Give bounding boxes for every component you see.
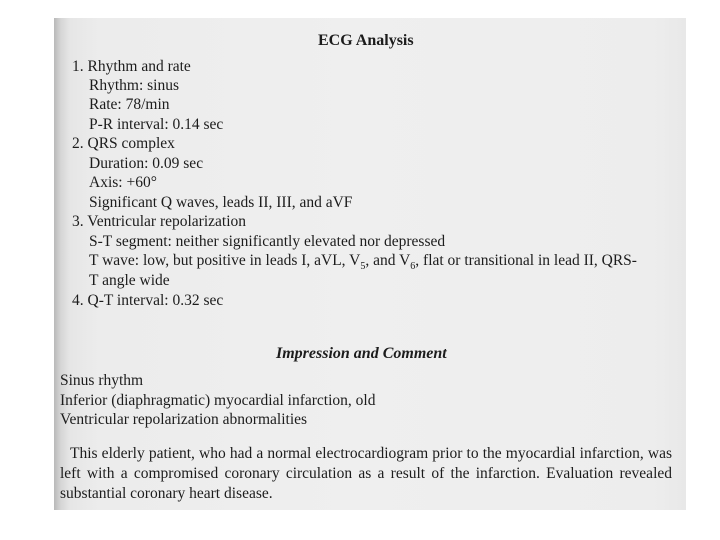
comment-text: This elderly patient, who had a normal electrocardiogram prior to the myocardial infarction, was left with a compromised coronary circulation as a result of the infarction. Evaluation revealed substantial coronary heart disease. <box>60 445 672 502</box>
st-segment-text: S-T segment: neither significantly elevated nor depressed <box>89 233 446 250</box>
v5-subscript: 5 <box>360 261 366 273</box>
qrs-duration-value: Duration: 0.09 sec <box>89 155 204 172</box>
v6-subscript: 6 <box>410 261 416 273</box>
section-qrs-heading: 2. QRS complex <box>72 135 175 152</box>
t-wave-text-part-1: T wave: low, but positive in leads I, aVL, V <box>89 252 361 269</box>
section-qt-heading: 4. Q-T interval: 0.32 sec <box>72 292 224 309</box>
t-wave-text-continuation: T angle wide <box>89 272 170 289</box>
page-title: ECG Analysis <box>318 32 414 49</box>
impression-title: Impression and Comment <box>276 345 447 362</box>
rate-value: Rate: 78/min <box>89 96 170 113</box>
q-waves-text: Significant Q waves, leads II, III, and aVF <box>89 194 353 211</box>
section-repolarization-heading: 3. Ventricular repolarization <box>72 213 247 230</box>
scanned-page <box>54 18 686 510</box>
impression-item: Ventricular repolarization abnormalities <box>60 411 308 428</box>
rhythm-value: Rhythm: sinus <box>89 77 180 94</box>
t-wave-text <box>89 252 637 273</box>
comment-paragraph <box>60 444 672 504</box>
pr-interval-value: P-R interval: 0.14 sec <box>89 116 224 133</box>
t-wave-text-part-3: , flat or transitional in lead II, QRS- <box>415 252 637 269</box>
impression-item: Inferior (diaphragmatic) myocardial infarction, old <box>60 392 376 409</box>
impression-item: Sinus rhythm <box>60 372 144 389</box>
qrs-axis-value: Axis: +60° <box>89 174 157 191</box>
section-rhythm-heading: 1. Rhythm and rate <box>72 58 191 75</box>
t-wave-text-part-2: , and V <box>365 252 411 269</box>
